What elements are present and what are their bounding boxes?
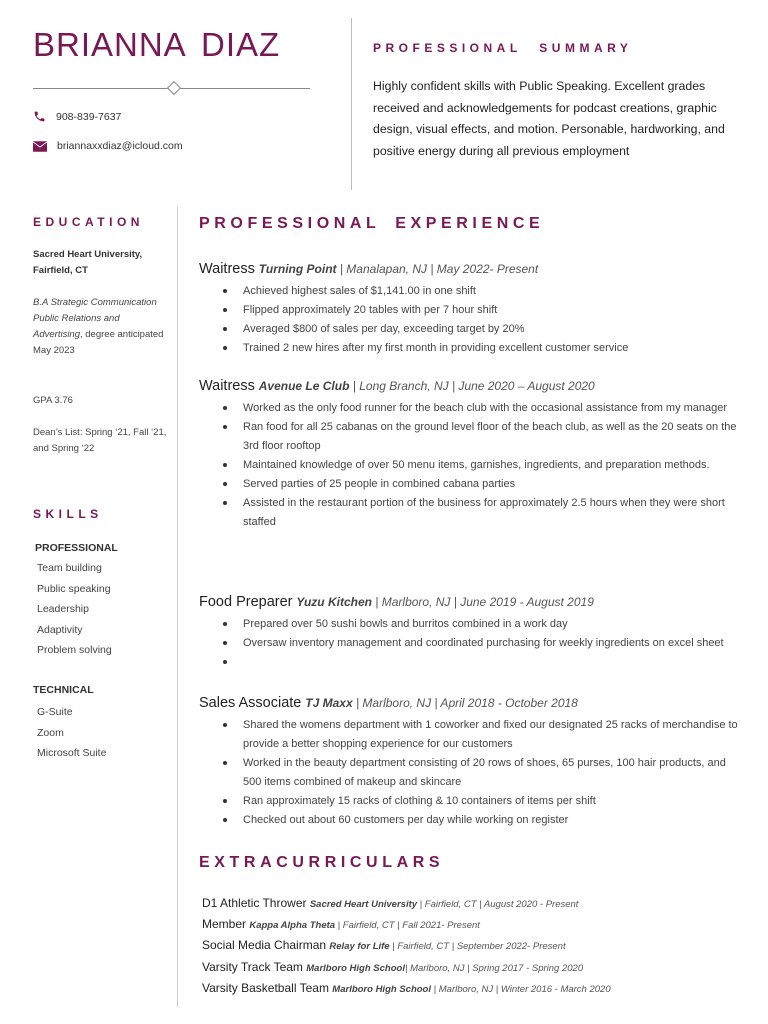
candidate-name: BRIANNA DIAZ xyxy=(33,26,281,63)
job-role: Waitress xyxy=(199,378,255,394)
activity-org: Kappa Alpha Theta xyxy=(249,920,336,932)
extracurricular-item xyxy=(202,893,611,914)
job-bullet: Served parties of 25 people in combined cabana parties xyxy=(219,475,739,494)
activity-location-dates: | Marlboro, NJ | Spring 2017 - Spring 2020 xyxy=(404,962,584,974)
header-vertical-divider xyxy=(351,18,352,190)
phone-icon xyxy=(33,110,46,123)
skill-item: G-Suite xyxy=(37,706,73,718)
degree-name: B.A Strategic Communication Public Relations and Advertising xyxy=(33,297,157,340)
job-bullets xyxy=(219,282,739,358)
job-bullets xyxy=(219,399,739,532)
school-name: Sacred Heart University, xyxy=(33,249,143,260)
job-bullet: Checked out about 60 customers per day while working on register xyxy=(219,811,739,830)
activity-location-dates: | Fairfield, CT | September 2022- Present xyxy=(389,941,566,953)
job-company: Yuzu Kitchen xyxy=(296,595,372,609)
skill-item: Zoom xyxy=(37,726,64,739)
skill-item: Team building xyxy=(37,562,102,574)
job-entry xyxy=(199,694,739,830)
activity-location-dates: | Marlboro, NJ | Winter 2016 - March 2020 xyxy=(431,983,611,995)
job-header xyxy=(199,694,739,714)
envelope-icon xyxy=(33,141,47,152)
diamond-ornament xyxy=(167,81,181,95)
job-entry xyxy=(199,593,739,672)
activity-role: Varsity Basketball Team xyxy=(202,980,329,995)
extracurriculars-heading: EXTRACURRICULARS xyxy=(199,854,445,871)
education-heading: EDUCATION xyxy=(33,215,144,229)
phone-contact xyxy=(33,110,121,123)
education-degree xyxy=(33,295,168,359)
professional-skills-label: PROFESSIONAL xyxy=(35,542,118,554)
skill-item: Leadership xyxy=(37,603,89,616)
job-header xyxy=(199,260,739,280)
activity-role: Varsity Track Team xyxy=(202,959,303,974)
activity-org: Marlboro High School xyxy=(332,983,431,995)
extracurricular-item xyxy=(202,914,611,935)
activity-role: Member xyxy=(202,917,247,932)
email-address: briannaxxdiaz@icloud.com xyxy=(57,140,183,152)
job-company: Avenue Le Club xyxy=(258,379,350,393)
summary-heading: PROFESSIONAL SUMMARY xyxy=(373,41,633,55)
job-role: Waitress xyxy=(199,261,255,277)
job-bullet: Worked in the beauty department consisting of 20 rows of shoes, 65 purses, 100 hair products, and 500 items combined of makeup and skincare xyxy=(219,754,739,792)
activity-role: D1 Athletic Thrower xyxy=(202,896,307,910)
activity-location-dates: | Fairfield, CT | August 2020 - Present xyxy=(417,899,579,910)
activity-location-dates: | Fairfield, CT | Fall 2021- Present xyxy=(335,920,480,932)
job-bullets xyxy=(219,716,739,830)
job-bullet: Ran approximately 15 racks of clothing & 10 containers of items per shift xyxy=(219,792,739,811)
job-bullet: Trained 2 new hires after my first month in providing excellent customer service xyxy=(219,339,739,358)
email-contact xyxy=(33,140,183,152)
education-deans-list: Dean’s List: Spring ‘21, Fall ‘21, and Spring ‘22 xyxy=(33,427,167,454)
job-entry xyxy=(199,260,739,358)
phone-number: 908-839-7637 xyxy=(56,110,122,123)
education-gpa: GPA 3.76 xyxy=(33,395,73,406)
job-bullet: Flipped approximately 20 tables with per 7 hour shift xyxy=(219,301,739,320)
job-role: Sales Associate xyxy=(199,695,302,711)
job-bullets xyxy=(219,615,739,672)
job-location-dates: | Marlboro, NJ | June 2019 - August 2019 xyxy=(371,595,594,609)
activity-role: Social Media Chairman xyxy=(202,938,327,953)
job-role: Food Preparer xyxy=(199,594,293,610)
professional-skills-list xyxy=(37,558,112,661)
skill-item: Public speaking xyxy=(37,582,111,595)
extracurricular-item xyxy=(202,978,611,999)
job-bullet: Assisted in the restaurant portion of the business for approximately 2.5 hours when they were short staffed xyxy=(219,494,739,532)
job-location-dates: | Long Branch, NJ | June 2020 – August 2020 xyxy=(349,379,595,393)
job-header xyxy=(199,377,739,397)
job-bullet xyxy=(219,653,739,672)
column-divider xyxy=(177,207,178,1007)
job-bullet: Prepared over 50 sushi bowls and burritos combined in a work day xyxy=(219,615,739,634)
experience-heading: PROFESSIONAL EXPERIENCE xyxy=(199,215,545,232)
technical-skills-label: TECHNICAL xyxy=(33,684,94,696)
degree-anticipated: , degree anticipated May 2023 xyxy=(33,329,164,356)
job-header xyxy=(199,593,739,613)
job-bullet: Oversaw inventory management and coordinated purchasing for weekly ingredients on excel sheet xyxy=(219,634,739,653)
job-bullet: Ran food for all 25 cabanas on the ground level floor of the beach club, as well as the 20 seats on the 3rd floor rooftop xyxy=(219,418,739,456)
job-bullet: Shared the womens department with 1 coworker and fixed our designated 25 racks of merchandise to provide a better shopping experience for our customers xyxy=(219,716,739,754)
job-bullet: Averaged $800 of sales per day, exceeding target by 20% xyxy=(219,320,739,339)
extracurricular-item xyxy=(202,935,611,956)
technical-skills-list xyxy=(37,702,106,764)
job-company: Turning Point xyxy=(258,262,337,276)
activity-org: Marlboro High School xyxy=(306,962,405,974)
extracurricular-item xyxy=(202,957,611,978)
job-location-dates: | Marlboro, NJ | April 2018 - October 2018 xyxy=(352,696,578,710)
skill-item: Microsoft Suite xyxy=(37,747,107,760)
skill-item: Problem solving xyxy=(37,644,112,657)
education-school xyxy=(33,247,168,279)
job-location-dates: | Manalapan, NJ | May 2022- Present xyxy=(336,262,539,276)
school-location: Fairfield, CT xyxy=(33,265,88,276)
skill-item: Adaptivity xyxy=(37,623,83,636)
summary-text: Highly confident skills with Public Speaking. Excellent grades received and acknowledgements for podcast creations, graphic design, visual effects, and motion. Personable, hardworking, and positive energy during all previous employment xyxy=(373,79,725,158)
job-bullet: Achieved highest sales of $1,141.00 in one shift xyxy=(219,282,739,301)
activity-org: Relay for Life xyxy=(329,941,390,953)
activity-org: Sacred Heart University xyxy=(309,899,418,910)
skills-heading: SKILLS xyxy=(33,507,103,521)
job-bullet: Worked as the only food runner for the beach club with the occasional assistance from my manager xyxy=(219,399,739,418)
job-entry xyxy=(199,377,739,532)
extracurriculars-list xyxy=(202,893,611,999)
job-bullet: Maintained knowledge of over 50 menu items, garnishes, ingredients, and preparation methods. xyxy=(219,456,739,475)
job-company: TJ Maxx xyxy=(305,696,353,710)
